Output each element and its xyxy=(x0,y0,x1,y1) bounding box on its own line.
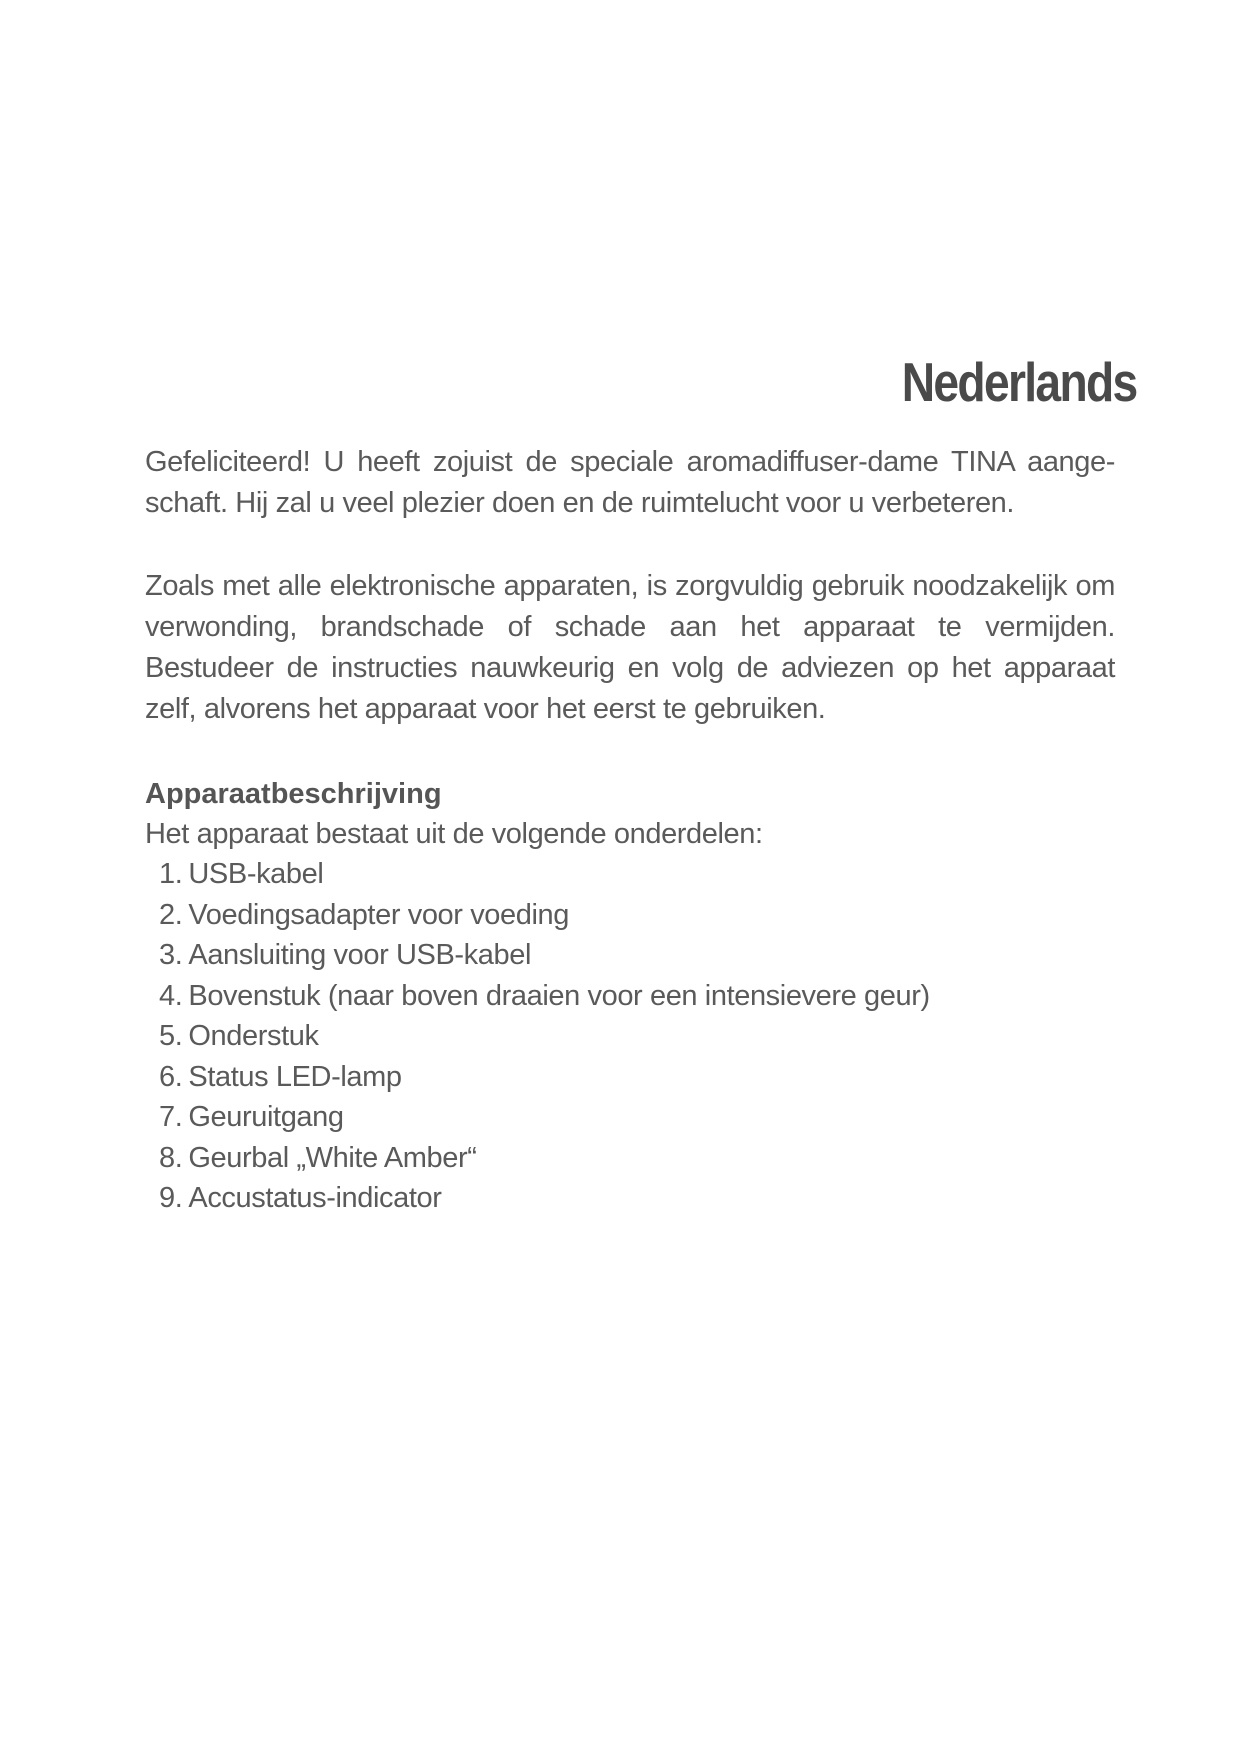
list-item-label: Geurbal „White Amber“ xyxy=(188,1141,477,1174)
list-item-label: Bovenstuk (naar boven draaien voor een intensievere geur) xyxy=(188,979,930,1012)
list-item-number: 5. xyxy=(159,1020,183,1052)
section-heading-device-description: Apparaatbeschrijving xyxy=(145,778,442,810)
list-item xyxy=(159,854,1115,895)
list-item xyxy=(159,935,1115,976)
list-item-number: 1. xyxy=(159,858,183,890)
section-intro-device-description: Het apparaat bestaat uit de volgende onderdelen: xyxy=(145,818,763,850)
list-item-number: 9. xyxy=(159,1182,183,1214)
list-item xyxy=(159,1138,1115,1179)
list-item xyxy=(159,895,1115,936)
intro-paragraph-congratulations: Gefeliciteerd! U heeft zojuist de speciale aromadiffuser-dame TINA aange-schaft. Hij zal u veel plezier doen en de ruimtelucht voor u verbeteren. xyxy=(145,446,1115,519)
page-content xyxy=(145,442,1115,1219)
list-item-number: 7. xyxy=(159,1101,183,1133)
intro-paragraph-safety: Zoals met alle elektronische apparaten, is zorgvuldig gebruik noodzakelijk om verwonding, brandschade of schade aan het apparaat te vermijden. Bestudeer de instructies nauwkeurig en volg de adviezen op het apparaat zelf, alvorens het apparaat voor het eerst te gebruiken. xyxy=(145,570,1115,725)
list-item-label: Geuruitgang xyxy=(188,1101,344,1133)
list-item-label: Onderstuk xyxy=(188,1020,319,1052)
list-item xyxy=(159,1057,1115,1098)
list-item-number: 4. xyxy=(159,979,183,1012)
list-item-number: 8. xyxy=(159,1141,183,1174)
list-item xyxy=(159,976,1115,1017)
page-title: Nederlands xyxy=(902,351,1137,413)
list-item-number: 3. xyxy=(159,939,183,971)
list-item-label: Aansluiting voor USB-kabel xyxy=(188,939,532,971)
list-item xyxy=(159,1016,1115,1057)
parts-list xyxy=(145,854,1115,1219)
list-item xyxy=(159,1097,1115,1138)
list-item-label: Accustatus-indicator xyxy=(188,1182,442,1214)
list-item-number: 2. xyxy=(159,898,183,931)
list-item-label: Voedingsadapter voor voeding xyxy=(188,898,569,931)
list-item-number: 6. xyxy=(159,1060,183,1093)
list-item xyxy=(159,1178,1115,1219)
list-item-label: Status LED-lamp xyxy=(188,1060,402,1093)
list-item-label: USB-kabel xyxy=(188,858,324,890)
